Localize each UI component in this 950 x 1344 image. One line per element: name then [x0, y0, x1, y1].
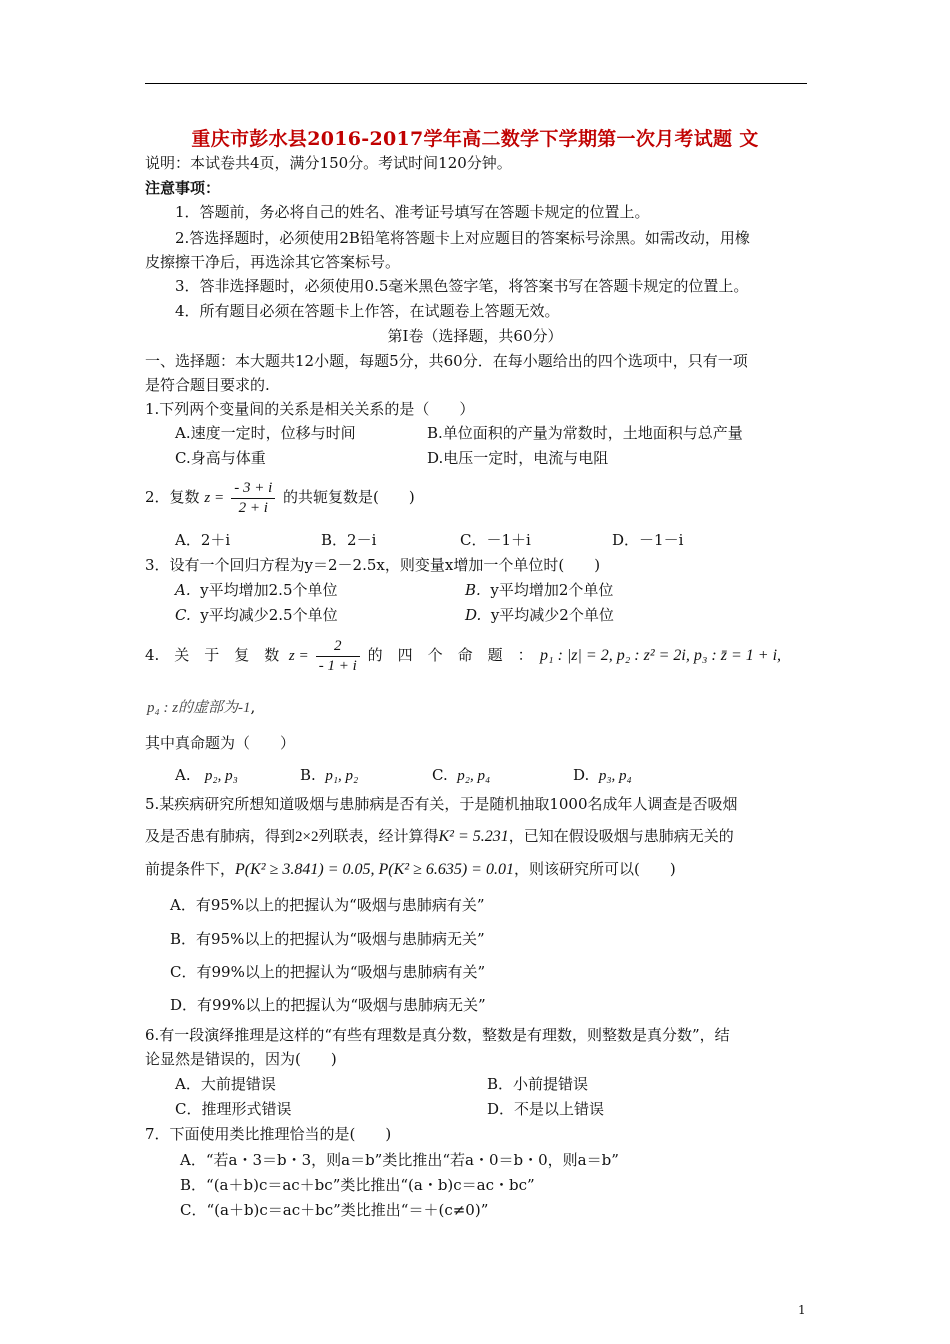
q3-b-text: y平均增加2个单位	[490, 581, 614, 599]
q4-p4-tail: ,	[250, 698, 256, 716]
q2-option-c: C．－1＋i	[460, 531, 531, 549]
q3-a-text: y平均增加2.5个单位	[200, 581, 338, 599]
q5-line-2	[145, 826, 734, 847]
q4-b-text: p₁, p₂	[325, 768, 359, 784]
q2-var: z	[204, 490, 211, 506]
q4-mid: 的 四 个 命 题 ：	[367, 646, 533, 664]
q6-option-c: C．推理形式错误	[175, 1100, 292, 1118]
q5-option-d: D．有99%以上的把握认为“吸烟与患肺病无关”	[170, 996, 486, 1014]
header-rule	[145, 83, 807, 84]
q3-a-label: A.	[175, 581, 191, 599]
q7-option-a: A．“若a・3＝b・3，则a＝b”类比推出“若a・0＝b・0，则a＝b”	[180, 1151, 619, 1169]
q2-option-a: A．2＋i	[175, 531, 231, 549]
q2-option-b: B．2－i	[321, 531, 377, 549]
q1-option-a: A.速度一定时，位移与时间	[175, 424, 356, 442]
q4-p4: p₄ : z的虚部为-1	[147, 700, 251, 716]
q5-line-2a: 及是否患有肺病，得到	[145, 827, 296, 845]
q4-numerator: 2	[316, 637, 360, 657]
q4-option-c	[432, 765, 490, 786]
section-desc-1: 一、选择题：本大题共12小题，每题5分，共60分．在每小题给出的四个选项中，只有一项	[145, 352, 748, 370]
q4-option-b	[300, 765, 358, 786]
q5-line-3	[145, 859, 676, 880]
q7-option-b: B．“(a＋b)c＝ac＋bc”类比推出“(a・b)c＝ac・bc”	[180, 1176, 535, 1194]
notice-3: 3．答非选择题时，必须使用0.5毫米黑色签字笔，将答案书写在答题卡规定的位置上。	[175, 277, 749, 295]
q2-eq: =	[214, 490, 224, 506]
q3-c-label: C.	[175, 606, 191, 624]
q5-option-c: C．有99%以上的把握认为“吸烟与患肺病有关”	[170, 963, 486, 981]
q5-option-a: A．有95%以上的把握认为“吸烟与患肺病有关”	[170, 896, 485, 914]
q3-option-c	[175, 605, 338, 625]
q7-stem: 7．下面使用类比推理恰当的是( )	[145, 1125, 392, 1143]
q5-line-2c: ，已知在假设吸烟与患肺病无关的	[508, 827, 734, 845]
q2-denominator: 2 + i	[238, 499, 268, 516]
q2-option-d: D．－1－i	[612, 531, 684, 549]
q5-line-3b: ，则该研究所可以( )	[513, 860, 676, 878]
q4-a-text: p₂, p₃	[204, 768, 238, 784]
q4-option-d	[573, 765, 632, 786]
q5-line-1: 5.某疾病研究所想知道吸烟与患肺病是否有关，于是随机抽取1000名成年人调查是否吸烟	[145, 795, 738, 813]
q2-numerator: - 3 + i	[231, 479, 275, 499]
q5-line-3a: 前提条件下，	[145, 860, 236, 878]
intro-text: 说明：本试卷共4页，满分150分。考试时间120分钟。	[145, 154, 512, 172]
q4-d-text: p₃, p₄	[598, 768, 632, 784]
q2-stem	[145, 475, 415, 520]
q4-prefix: 4. 关 于 复 数	[145, 646, 280, 664]
q3-b-label: B.	[465, 581, 481, 599]
q1-option-b: B.单位面积的产量为常数时，土地面积与总产量	[427, 424, 743, 442]
q4-a-label: A.	[175, 766, 191, 784]
q4-propositions: p₁ : |z| = 2, p₂ : z² = 2i, p₃ : z̄ = 1 + i,	[540, 647, 782, 664]
q4-stem	[145, 633, 533, 678]
q4-denominator: - 1 + i	[318, 657, 357, 674]
page-number: 1	[798, 1303, 806, 1317]
notice-2: 2.答选择题时，必须使用2B铅笔将答题卡上对应题目的答案标号涂黑。如需改动，用橡	[175, 229, 750, 247]
q1-option-d: D.电压一定时，电流与电阻	[427, 449, 609, 467]
q7-option-c: C．“(a＋b)c＝ac＋bc”类比推出“＝＋(c≠0)”	[180, 1201, 489, 1219]
q3-d-text: y平均减少2个单位	[490, 606, 614, 624]
q3-option-d	[465, 605, 614, 625]
q4-p4-line	[147, 697, 255, 718]
q4-c-label: C.	[432, 766, 448, 784]
q5-table-size: 2×2	[295, 829, 319, 845]
q6-option-a: A．大前提错误	[175, 1075, 276, 1093]
q5-probabilities: P(K² ≥ 3.841) = 0.05, P(K² ≥ 6.635) = 0.01	[235, 861, 514, 878]
notice-heading: 注意事项：	[145, 179, 221, 197]
q5-line-2b: 列联表，经计算得	[318, 827, 439, 845]
q1-option-c: C.身高与体重	[175, 449, 266, 467]
q3-option-a	[175, 580, 338, 600]
q2-fraction	[231, 479, 275, 518]
notice-1: 1．答题前，务必将自己的姓名、准考证号填写在答题卡规定的位置上。	[175, 203, 650, 221]
notice-4: 4．所有题目必须在答题卡上作答，在试题卷上答题无效。	[175, 302, 560, 320]
q4-b-label: B.	[300, 766, 316, 784]
q3-d-label: D.	[465, 606, 482, 624]
q5-k2-value: K² = 5.231	[438, 828, 509, 845]
q6-line-2: 论显然是错误的，因为( )	[145, 1050, 337, 1068]
notice-2-cont: 皮擦擦干净后，再选涂其它答案标号。	[145, 253, 401, 271]
q3-stem: 3．设有一个回归方程为y＝2－2.5x，则变量x增加一个单位时( )	[145, 556, 601, 574]
q2-suffix: 的共轭复数是( )	[283, 488, 415, 506]
q6-line-1: 6.有一段演绎推理是这样的“有些有理数是真分数，整数是有理数，则整数是真分数”，结	[145, 1026, 730, 1044]
q5-option-b: B．有95%以上的把握认为“吸烟与患肺病无关”	[170, 930, 485, 948]
q3-option-b	[465, 580, 613, 600]
exam-title: 重庆市彭水县2016-2017学年高二数学下学期第一次月考试题 文	[191, 128, 759, 150]
q3-c-text: y平均减少2.5个单位	[200, 606, 338, 624]
q1-stem: 1.下列两个变量间的关系是相关关系的是（ ）	[145, 400, 475, 418]
q4-eq: =	[299, 648, 308, 664]
section-desc-2: 是符合题目要求的.	[145, 376, 270, 394]
q4-var: z	[288, 648, 295, 664]
q2-prefix: 2．复数	[145, 488, 200, 506]
q4-c-text: p₂, p₄	[457, 768, 491, 784]
q6-option-d: D．不是以上错误	[487, 1100, 605, 1118]
section-title: 第Ⅰ卷（选择题，共60分）	[387, 327, 563, 345]
q6-option-b: B．小前提错误	[487, 1075, 589, 1093]
q4-question: 其中真命题为（ ）	[145, 734, 296, 752]
q4-option-a	[175, 765, 238, 786]
q4-fraction	[316, 637, 360, 676]
q4-d-label: D.	[573, 766, 590, 784]
